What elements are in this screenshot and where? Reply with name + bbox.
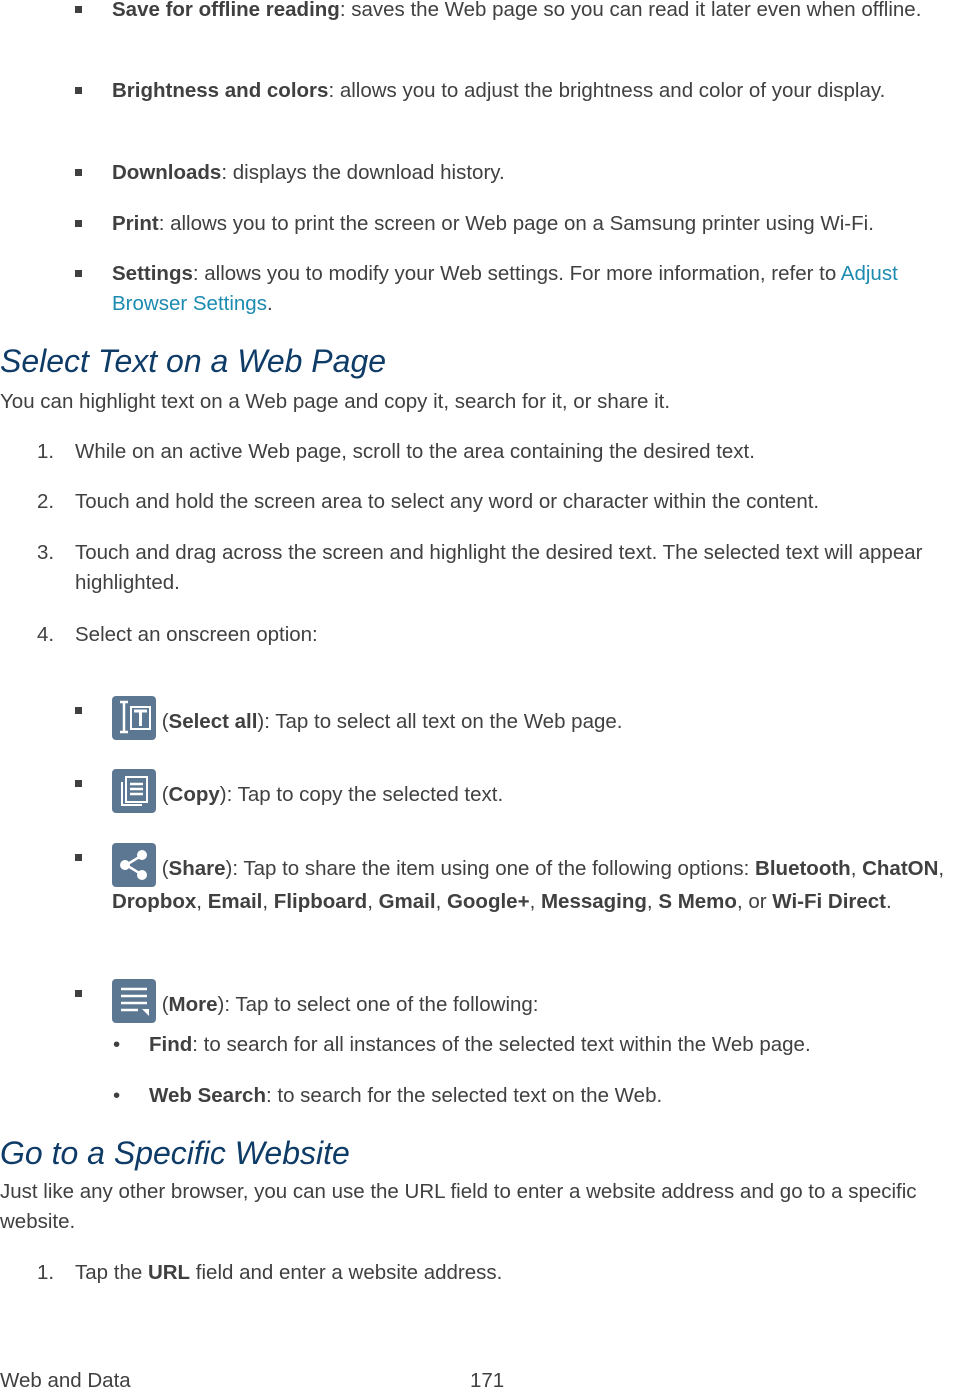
bullet-dot: • [113, 1084, 121, 1107]
share-icon [112, 843, 156, 887]
bullet-square [75, 220, 82, 227]
section-heading: Go to a Specific Website [0, 1135, 350, 1171]
bullet-square [75, 990, 82, 997]
step-item: 1. While on an active Web page, scroll to the area containing the desired text. [37, 440, 755, 463]
bullet-square [75, 854, 82, 861]
list-item: Downloads: displays the download history. [75, 158, 962, 188]
list-item: Print: allows you to print the screen or Web page on a Samsung printer using Wi-Fi. [75, 209, 962, 239]
step-item: 2. Touch and hold the screen area to select any word or character within the content. [37, 490, 820, 513]
option-share: (Share): Tap to share the item using one of the following options: Bluetooth, ChatON, Dropbox, Email, Flipboard, Gmail, Google+, Messaging, S Memo, or Wi-Fi Direct. [75, 843, 962, 917]
more-icon [112, 979, 156, 1023]
section-intro: Just like any other browser, you can use the URL field to enter a website address and go to a specific website. [0, 1180, 917, 1233]
bullet-square [75, 780, 82, 787]
bullet-square [75, 6, 82, 13]
section-intro: You can highlight text on a Web page and copy it, search for it, or share it. [0, 390, 671, 413]
list-item: Settings: allows you to modify your Web settings. For more information, refer to Adjust Browser Settings. [75, 259, 962, 319]
bullet-dot: • [113, 1033, 121, 1056]
bullet-square [75, 87, 82, 94]
adjust-browser-settings-link[interactable]: Adjust Browser Settings [112, 262, 898, 315]
option-copy: (Copy): Tap to copy the selected text. [75, 769, 962, 813]
list-item: • Find: to search for all instances of the selected text within the Web page. [113, 1030, 962, 1060]
step-item: 4. Select an onscreen option: [37, 623, 318, 646]
select-all-icon [112, 696, 156, 740]
list-item: Brightness and colors: allows you to adjust the brightness and color of your display. [75, 76, 962, 106]
option-select-all: (Select all): Tap to select all text on the Web page. [75, 696, 962, 740]
list-item: • Web Search: to search for the selected text on the Web. [113, 1081, 962, 1111]
section-heading: Select Text on a Web Page [0, 343, 387, 379]
step-item: 3. Touch and drag across the screen and highlight the desired text. The selected text will appear highlighted. [37, 541, 923, 594]
page-number: 171 [470, 1369, 505, 1392]
footer-section: Web and Data [0, 1369, 131, 1392]
option-more: (More): Tap to select one of the following: [75, 979, 962, 1023]
bullet-square [75, 270, 82, 277]
bullet-square [75, 707, 82, 714]
list-item: Save for offline reading: saves the Web page so you can read it later even when offline. [75, 0, 962, 25]
copy-icon [112, 769, 156, 813]
step-item: 1. Tap the URL field and enter a website address. [37, 1261, 503, 1284]
bullet-square [75, 169, 82, 176]
